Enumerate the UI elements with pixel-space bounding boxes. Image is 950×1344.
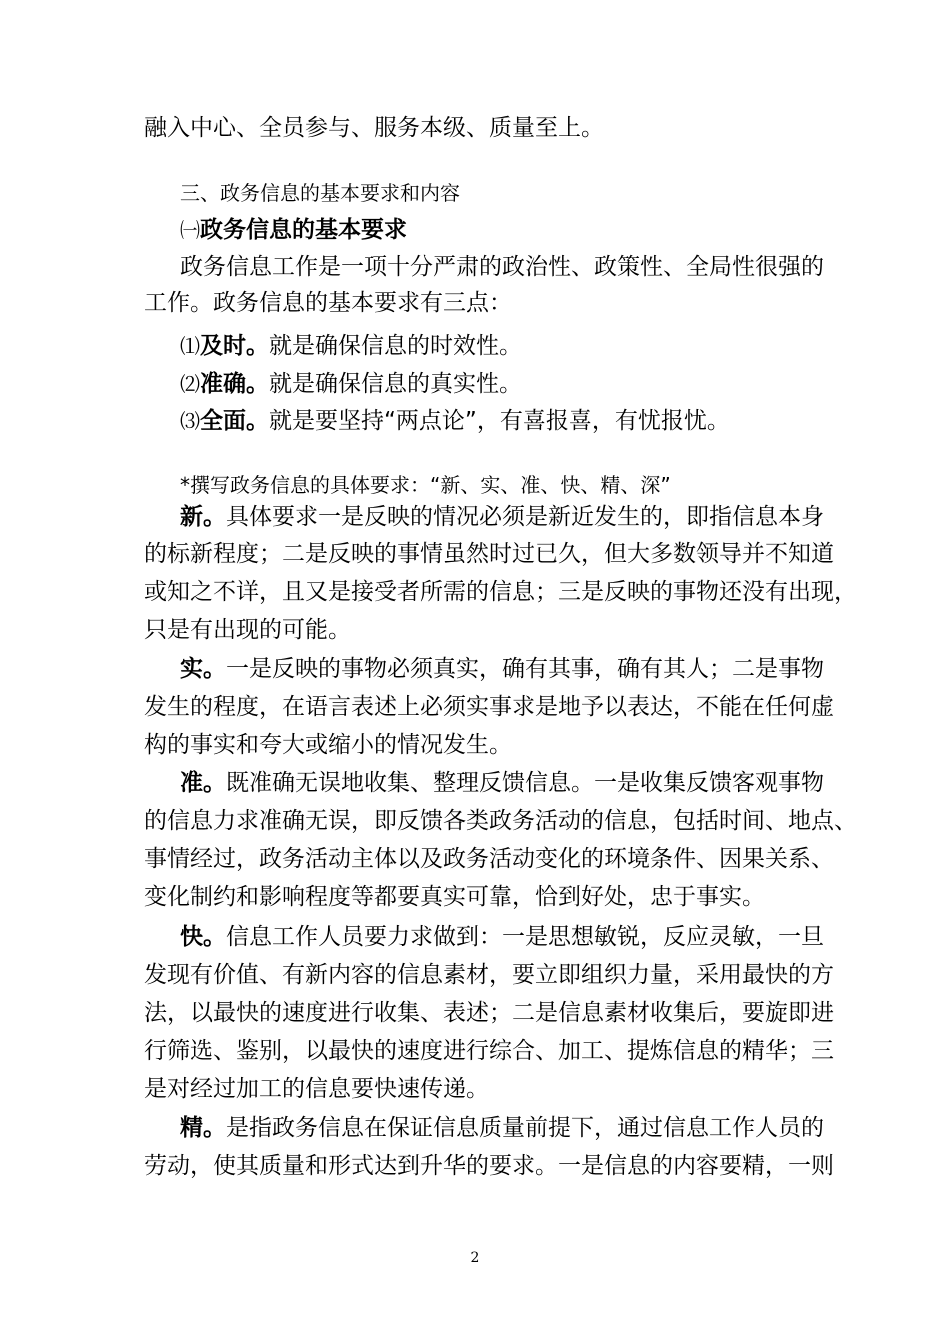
- paragraph-line: 只是有出现的可能。: [144, 617, 351, 643]
- paragraph-line: 行筛选、鉴别，以最快的速度进行综合、加工、提炼信息的精华；三: [144, 1038, 834, 1064]
- paragraph-line: 发生的程度，在语言表述上必须实事求是地予以表达，不能在任何虚: [144, 694, 834, 720]
- list-item: ⑶全面。就是要坚持“两点论”，有喜报喜，有忧报忧。: [180, 408, 730, 434]
- paragraph-line: 新。具体要求一是反映的情况必须是新近发生的，即指信息本身: [180, 504, 824, 530]
- paragraph-line: 的信息力求准确无误，即反馈各类政务活动的信息，包括时间、地点、: [144, 808, 857, 834]
- paragraph-line: 融入中心、全员参与、服务本级、质量至上。: [144, 115, 604, 141]
- paragraph-line: 劳动，使其质量和形式达到升华的要求。一是信息的内容要精，一则: [144, 1153, 834, 1179]
- paragraph-line: 事情经过，政务活动主体以及政务活动变化的环境条件、因果关系、: [144, 846, 834, 872]
- paragraph-line: 实。一是反映的事物必须真实，确有其事，确有其人；二是事物: [180, 656, 824, 682]
- paragraph-line: 构的事实和夸大或缩小的情况发生。: [144, 732, 512, 758]
- paragraph-line: 或知之不详，且又是接受者所需的信息；三是反映的事物还没有出现，: [144, 579, 857, 605]
- paragraph-line: 精。是指政务信息在保证信息质量前提下，通过信息工作人员的: [180, 1115, 824, 1141]
- page-number: 2: [470, 1250, 480, 1266]
- section-heading: 三、政务信息的基本要求和内容: [180, 181, 460, 205]
- paragraph-line: 工作。政务信息的基本要求有三点：: [144, 290, 512, 316]
- paragraph-line: 准。既准确无误地收集、整理反馈信息。一是收集反馈客观事物: [180, 770, 824, 796]
- paragraph-line: 变化制约和影响程度等都要真实可靠，恰到好处，忠于事实。: [144, 884, 765, 910]
- paragraph-line: 的标新程度；二是反映的事情虽然时过已久，但大多数领导并不知道: [144, 541, 834, 567]
- subsection-heading: ㈠政务信息的基本要求: [180, 217, 407, 243]
- paragraph-line: 是对经过加工的信息要快速传递。: [144, 1076, 489, 1102]
- paragraph-line: 发现有价值、有新内容的信息素材，要立即组织力量，采用最快的方: [144, 962, 834, 988]
- list-item: ⑵准确。就是确保信息的真实性。: [180, 371, 522, 397]
- paragraph-line: 快。信息工作人员要力求做到：一是思想敏锐，反应灵敏，一旦: [180, 924, 824, 950]
- list-item: ⑴及时。就是确保信息的时效性。: [180, 333, 522, 359]
- paragraph-line: 法，以最快的速度进行收集、表述；二是信息素材收集后，要旋即进: [144, 1000, 834, 1026]
- paragraph-line: 政务信息工作是一项十分严肃的政治性、政策性、全局性很强的: [180, 254, 824, 280]
- requirements-heading: *撰写政务信息的具体要求：“新、实、准、快、精、深”: [180, 473, 671, 497]
